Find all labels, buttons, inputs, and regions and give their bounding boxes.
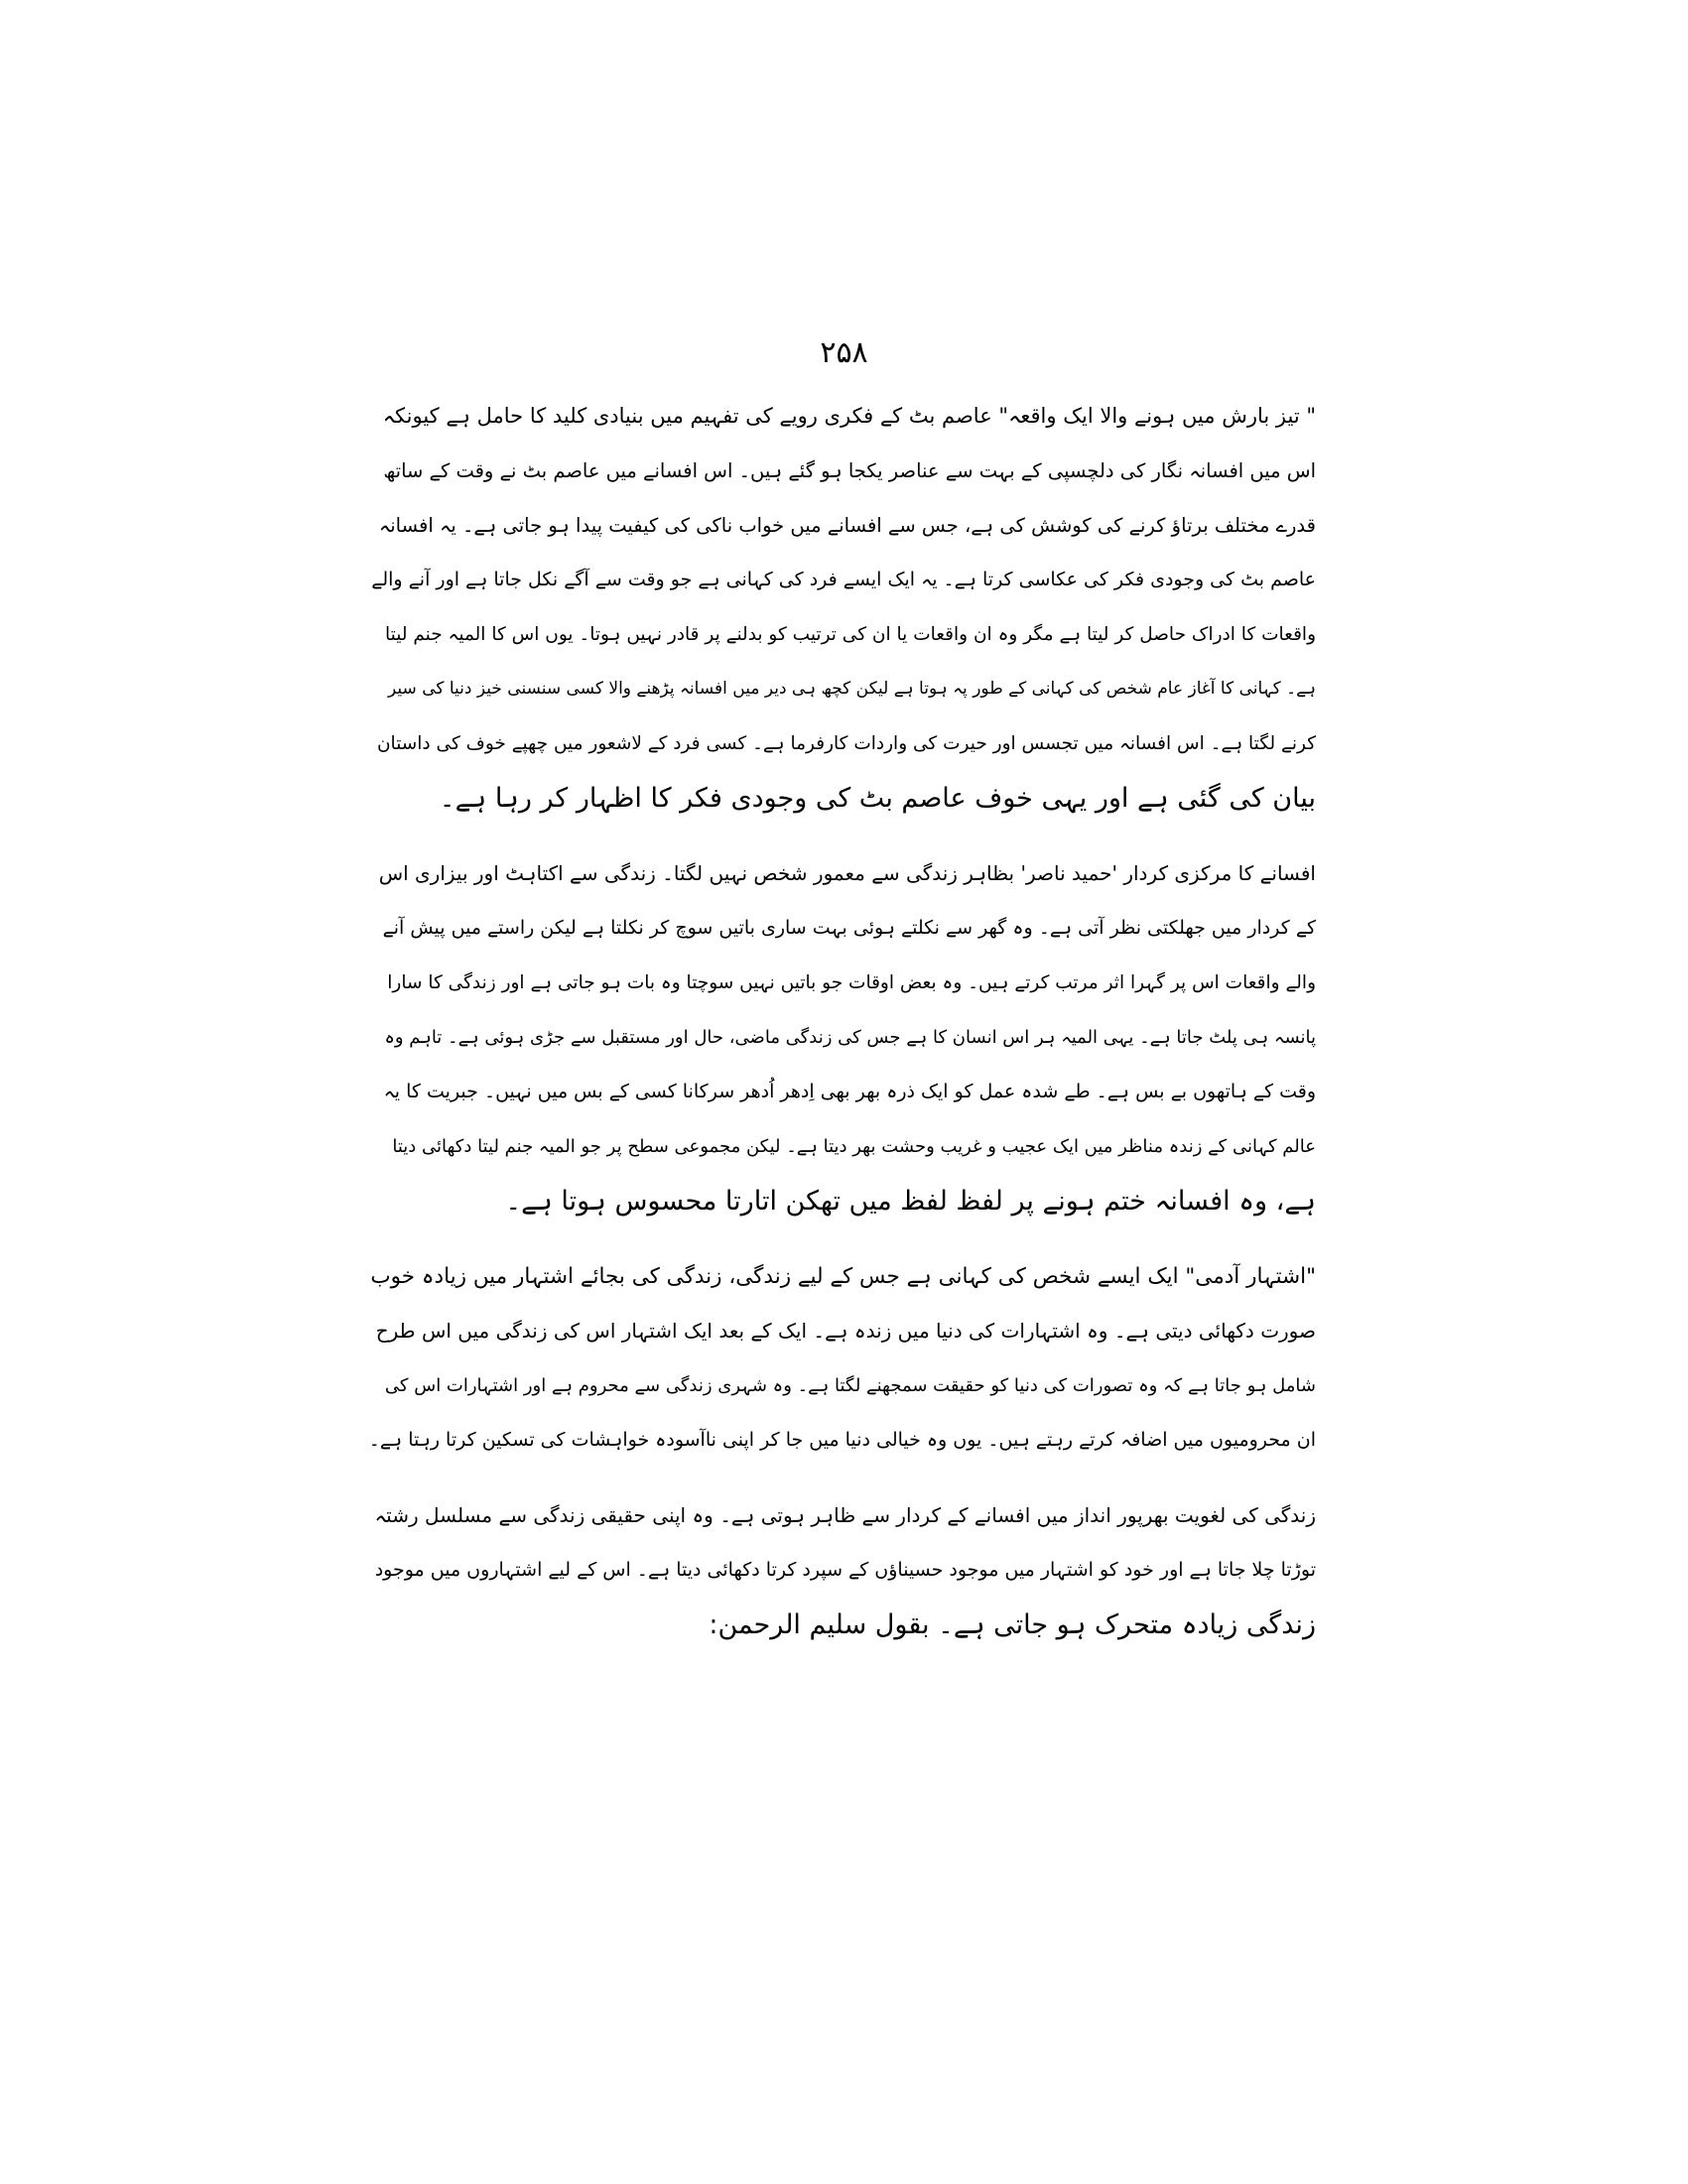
page-number: ۲۵۸ xyxy=(820,335,868,370)
text-line: کے کردار میں جھلکتی نظر آتی ہے۔ وہ گھر سے نکلتے ہوئی بہت ساری باتیں سوچ کر نکلتا ہے لیکن راستے میں پیش آنے xyxy=(382,917,1316,939)
text-line: ان محرومیوں میں اضافہ کرتے رہتے ہیں۔ یوں وہ خیالی دنیا میں جا کر اپنی ناآسودہ خواہشات کی تسکین کرتا رہتا ہے۔ xyxy=(369,1429,1316,1451)
text-line: افسانے کا مرکزی کردار 'حمید ناصر' بظاہر زندگی سے معمور شخص نہیں لگتا۔ زندگی سے اکتاہٹ اور بیزاری اس xyxy=(378,861,1316,885)
text-line: بیان کی گئی ہے اور یہی خوف عاصم بٹ کی وجودی فکر کا اظہار کر رہا ہے۔ xyxy=(439,783,1316,814)
text-line: " تیز بارش میں ہونے والا ایک واقعہ" عاصم بٹ کے فکری رویے کی تفہیم میں بنیادی کلید کا حامل ہے کیونکہ xyxy=(382,404,1316,428)
text-line: زندگی کی لغویت بھرپور انداز میں افسانے کے کردار سے ظاہر ہوتی ہے۔ وہ اپنی حقیقی زندگی سے مسلسل رشتہ xyxy=(374,1503,1316,1527)
text-line: پانسہ ہی پلٹ جاتا ہے۔ یہی المیہ ہر اس انسان کا ہے جس کی زندگی ماضی، حال اور مستقبل سے جڑی ہوئی ہے۔ تاہم وہ xyxy=(384,1027,1316,1048)
text-line: "اشتہار آدمی" ایک ایسے شخص کی کہانی ہے جس کے لیے زندگی، زندگی کی بجائے اشتہار میں زیادہ خوب xyxy=(370,1264,1316,1289)
paragraph-1 xyxy=(369,389,1316,826)
body-text xyxy=(369,389,1316,1673)
text-line: ہے، وہ افسانہ ختم ہونے پر لفظ لفظ میں تھکن اتارتا محسوس ہوتا ہے۔ xyxy=(505,1186,1316,1217)
text-line: اس میں افسانہ نگار کی دلچسپی کے بہت سے عناصر یکجا ہو گئے ہیں۔ اس افسانے میں عاصم بٹ نے وقت کے ساتھ xyxy=(383,459,1316,482)
text-line: قدرے مختلف برتاؤ کرنے کی کوشش کی ہے، جس سے افسانے میں خواب ناکی کی کیفیت پیدا ہو جاتی ہے۔ یہ افسانہ xyxy=(378,514,1316,537)
paragraph-4 xyxy=(369,1488,1316,1652)
paragraph-3 xyxy=(369,1249,1316,1468)
text-line: عالم کہانی کے زندہ مناظر میں ایک عجیب و غریب وحشت بھر دیتا ہے۔ لیکن مجموعی سطح پر جو المیہ جنم لیتا دکھائی دیتا xyxy=(392,1136,1316,1157)
text-line: واقعات کا ادراک حاصل کر لیتا ہے مگر وہ ان واقعات یا ان کی ترتیب کو بدلنے پر قادر نہیں ہوتا۔ یوں اس کا المیہ جنم لیتا xyxy=(385,624,1316,645)
text-line: توڑتا چلا جاتا ہے اور خود کو اشتہار میں موجود حسیناؤں کے سپرد کرتا دکھائی دیتا ہے۔ اس کے لیے اشتہاروں میں موجود xyxy=(374,1559,1316,1581)
text-line: صورت دکھائی دیتی ہے۔ وہ اشتہارات کی دنیا میں زندہ ہے۔ ایک کے بعد ایک اشتہار اس کی زندگی میں اس طرح xyxy=(375,1319,1316,1343)
text-line: عاصم بٹ کی وجودی فکر کی عکاسی کرتا ہے۔ یہ ایک ایسے فرد کی کہانی ہے جو وقت سے آگے نکل جاتا ہے اور آنے والے xyxy=(371,569,1316,590)
paragraph-2 xyxy=(369,846,1316,1228)
text-line: ہے۔ کہانی کا آغاز عام شخص کی کہانی کے طور پہ ہوتا ہے لیکن کچھ ہی دیر میں افسانہ پڑھنے والا کسی سنسنی خیز دنیا کی سیر xyxy=(388,679,1316,699)
text-line: والے واقعات اس پر گہرا اثر مرتب کرتے ہیں۔ وہ بعض اوقات جو باتیں نہیں سوچتا وہ بات ہو جاتی ہے اور زندگی کا سارا xyxy=(387,972,1316,993)
text-line: زندگی زیادہ متحرک ہو جاتی ہے۔ بقول سلیم الرحمن: xyxy=(709,1609,1316,1640)
text-line: کرنے لگتا ہے۔ اس افسانہ میں تجسس اور حیرت کی واردات کارفرما ہے۔ کسی فرد کے لاشعور میں چھپے خوف کی داستان xyxy=(376,733,1316,754)
text-line: شامل ہو جاتا ہے کہ وہ تصورات کی دنیا کو حقیقت سمجھنے لگتا ہے۔ وہ شہری زندگی سے محروم ہے اور اشتہارات اس کی xyxy=(384,1375,1316,1396)
text-line: وقت کے ہاتھوں بے بس ہے۔ طے شدہ عمل کو ایک ذرہ بھر بھی اِدھر اُدھر سرکانا کسی کے بس میں نہیں۔ جبریت کا یہ xyxy=(383,1081,1316,1102)
